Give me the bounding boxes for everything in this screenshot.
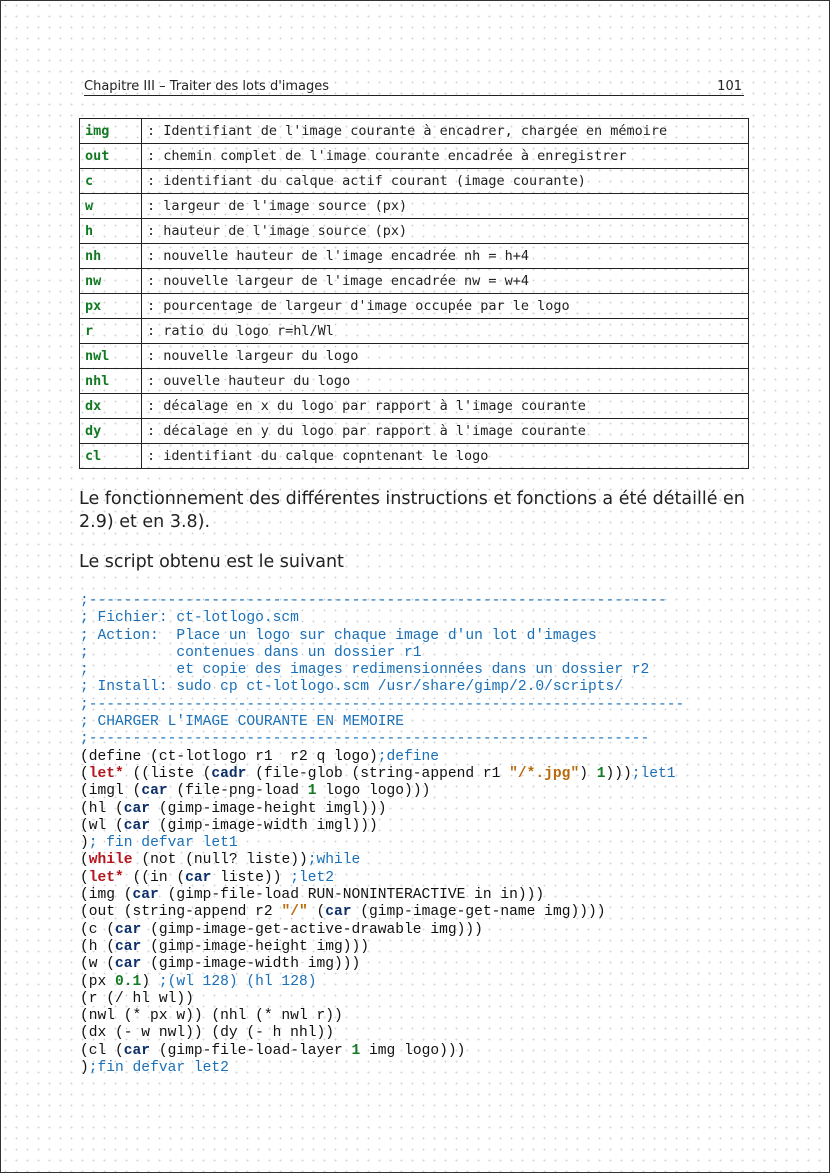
code-line: [80, 974, 770, 991]
code-token: car: [123, 817, 151, 834]
code-token: (gimp-image-height imgl))): [150, 800, 387, 817]
code-line: [80, 1060, 770, 1077]
code-token: car: [185, 869, 212, 886]
code-token: ;while: [307, 852, 361, 869]
table-row: [80, 244, 749, 269]
code-token: 1: [307, 783, 317, 800]
variable-name: px: [80, 294, 142, 319]
code-token: (: [80, 765, 89, 782]
code-listing: [80, 593, 770, 1077]
table-row: [80, 444, 749, 469]
code-token: (not (null? liste)): [132, 852, 308, 869]
code-line: [80, 801, 770, 818]
code-token: (file-png-load: [167, 783, 308, 800]
code-token: car: [123, 800, 151, 817]
code-token: car: [325, 904, 352, 921]
code-token: (gimp-image-get-name img)))): [351, 904, 606, 921]
intro-paragraph: Le fonctionnement des différentes instructions et fonctions a été détaillé en 2.9) et en 3.8).: [79, 489, 745, 532]
code-token: img logo))): [360, 1042, 466, 1059]
code-token: (imgl (: [80, 783, 142, 800]
table-row: [80, 394, 749, 419]
variable-name: r: [80, 319, 142, 344]
table-row: [80, 269, 749, 294]
code-token: ;(wl 128) (hl 128): [158, 973, 317, 990]
code-token: (out (string-append r2: [80, 904, 282, 921]
table-row: [80, 369, 749, 394]
code-token: ): [141, 973, 159, 990]
code-token: ): [579, 765, 597, 782]
code-token: cadr: [211, 765, 247, 782]
code-token: ;------------------------------------------------------------------: [80, 593, 667, 609]
code-line: [80, 731, 770, 748]
code-token: car: [115, 956, 142, 973]
chapter-title: Chapitre III – Traiter des lots d'images: [84, 79, 330, 94]
variable-description: : identifiant du calque copntenant le logo: [142, 444, 749, 469]
code-token: let*: [88, 765, 124, 782]
code-token: ; Fichier: ct-lotlogo.scm: [80, 610, 299, 627]
code-token: let*: [88, 869, 124, 886]
code-token: ; Install: sudo cp ct-lotlogo.scm /usr/share/gimp/2.0/scripts/: [80, 679, 623, 696]
code-token: ;--------------------------------------------------------------------: [80, 696, 685, 713]
code-token: (r (/ hl wl)): [80, 990, 194, 1007]
variable-description: : largeur de l'image source (px): [142, 194, 749, 219]
table-row: [80, 294, 749, 319]
variables-table: [79, 118, 749, 469]
code-token: while: [88, 852, 133, 869]
code-token: (cl (: [80, 1042, 124, 1059]
code-token: ; fin defvar let1: [88, 835, 238, 852]
code-token: ;let2: [290, 869, 335, 886]
code-token: car: [115, 938, 142, 955]
code-token: (file-glob (string-append r1: [246, 765, 510, 782]
variable-name: cl: [80, 444, 142, 469]
code-line: [80, 956, 770, 973]
variable-name: nhl: [80, 369, 142, 394]
code-line: [80, 991, 770, 1008]
variable-name: out: [80, 144, 142, 169]
code-token: ;let1: [631, 765, 676, 782]
code-line: [80, 852, 770, 869]
code-token: ;----------------------------------------------------------------: [80, 731, 650, 748]
code-token: (: [307, 904, 326, 921]
variable-name: c: [80, 169, 142, 194]
variable-name: nw: [80, 269, 142, 294]
code-token: (hl (: [80, 800, 124, 817]
code-line: [80, 610, 770, 627]
code-token: ; et copie des images redimensionnées dans un dossier r2: [80, 662, 650, 679]
variable-description: : décalage en y du logo par rapport à l'image courante: [142, 419, 749, 444]
code-token: ((in (: [123, 869, 186, 886]
code-token: (wl (: [80, 817, 124, 834]
code-line: [80, 593, 770, 610]
code-token: ;fin defvar let2: [88, 1060, 229, 1077]
code-token: ): [80, 1060, 89, 1077]
script-intro: Le script obtenu est le suivant: [79, 552, 344, 572]
variable-description: : chemin complet de l'image courante encadrée à enregistrer: [142, 144, 749, 169]
code-line: [80, 1043, 770, 1060]
code-token: (img (: [80, 887, 133, 904]
variable-name: h: [80, 219, 142, 244]
variable-description: : nouvelle largeur de l'image encadrée nw = w+4: [142, 269, 749, 294]
code-token: (gimp-file-load-layer: [150, 1042, 352, 1059]
code-token: 1: [351, 1042, 361, 1059]
code-line: [80, 645, 770, 662]
variable-name: img: [80, 119, 142, 144]
variable-description: : pourcentage de largeur d'image occupée par le logo: [142, 294, 749, 319]
code-line: [80, 714, 770, 731]
code-token: ): [80, 835, 89, 852]
variable-description: : Identifiant de l'image courante à encadrer, chargée en mémoire: [142, 119, 749, 144]
code-token: (h (: [80, 938, 116, 955]
table-row: [80, 194, 749, 219]
code-token: (gimp-file-load RUN-NONINTERACTIVE in in))): [158, 887, 545, 904]
variable-description: : nouvelle largeur du logo: [142, 344, 749, 369]
code-line: [80, 697, 770, 714]
code-token: (gimp-image-width imgl))): [150, 817, 378, 834]
code-token: liste)): [211, 869, 291, 886]
table-row: [80, 119, 749, 144]
code-token: (nwl (* px w)) (nhl (* nwl r)): [80, 1008, 343, 1025]
variable-description: : identifiant du calque actif courant (image courante): [142, 169, 749, 194]
variable-description: : décalage en x du logo par rapport à l'image courante: [142, 394, 749, 419]
variable-name: w: [80, 194, 142, 219]
code-token: (w (: [80, 956, 116, 973]
code-token: ; contenues dans un dossier r1: [80, 644, 422, 661]
code-token: car: [115, 921, 142, 938]
code-line: [80, 783, 770, 800]
code-token: ; Action: Place un logo sur chaque image d'un lot d'images: [80, 627, 597, 644]
running-header: [84, 79, 744, 96]
code-token: 0.1: [115, 973, 142, 990]
code-line: [80, 662, 770, 679]
variable-name: dy: [80, 419, 142, 444]
code-token: car: [123, 1042, 151, 1059]
code-line: [80, 628, 770, 645]
code-token: car: [141, 783, 168, 800]
code-token: (define (ct-lotlogo r1 r2 q logo): [80, 748, 378, 765]
code-token: (gimp-image-get-active-drawable img))): [141, 921, 483, 938]
table-row: [80, 344, 749, 369]
table-row: [80, 219, 749, 244]
code-token: "/": [281, 904, 308, 921]
code-line: [80, 1008, 770, 1025]
variable-description: : nouvelle hauteur de l'image encadrée nh = h+4: [142, 244, 749, 269]
code-token: (: [80, 852, 89, 869]
code-line: [80, 887, 770, 904]
variable-name: nh: [80, 244, 142, 269]
code-line: [80, 766, 770, 783]
code-token: (px: [80, 973, 116, 990]
code-line: [80, 904, 770, 921]
table-row: [80, 419, 749, 444]
code-token: ; CHARGER L'IMAGE COURANTE EN MEMOIRE: [80, 714, 405, 731]
variable-description: : ratio du logo r=hl/Wl: [142, 319, 749, 344]
code-line: [80, 679, 770, 696]
page-number: 101: [717, 79, 742, 94]
table-row: [80, 169, 749, 194]
variable-description: : hauteur de l'image source (px): [142, 219, 749, 244]
code-line: [80, 870, 770, 887]
variable-name: nwl: [80, 344, 142, 369]
table-row: [80, 144, 749, 169]
code-token: logo logo))): [316, 783, 431, 800]
code-token: (gimp-image-width img))): [141, 956, 361, 973]
code-token: (dx (- w nwl)) (dy (- h nhl)): [80, 1025, 334, 1042]
code-token: (: [80, 869, 89, 886]
code-token: "/*.jpg": [509, 765, 580, 782]
code-line: [80, 749, 770, 766]
code-line: [80, 939, 770, 956]
table-row: [80, 319, 749, 344]
code-token: (c (: [80, 921, 116, 938]
code-token: car: [132, 887, 159, 904]
code-token: ))): [605, 765, 632, 782]
code-line: [80, 818, 770, 835]
variable-description: : ouvelle hauteur du logo: [142, 369, 749, 394]
variable-name: dx: [80, 394, 142, 419]
code-token: (gimp-image-height img))): [141, 938, 370, 955]
code-token: ((liste (: [123, 765, 212, 782]
code-line: [80, 835, 770, 852]
code-line: [80, 1025, 770, 1042]
code-line: [80, 922, 770, 939]
code-token: ;define: [377, 748, 440, 765]
code-token: 1: [596, 765, 606, 782]
